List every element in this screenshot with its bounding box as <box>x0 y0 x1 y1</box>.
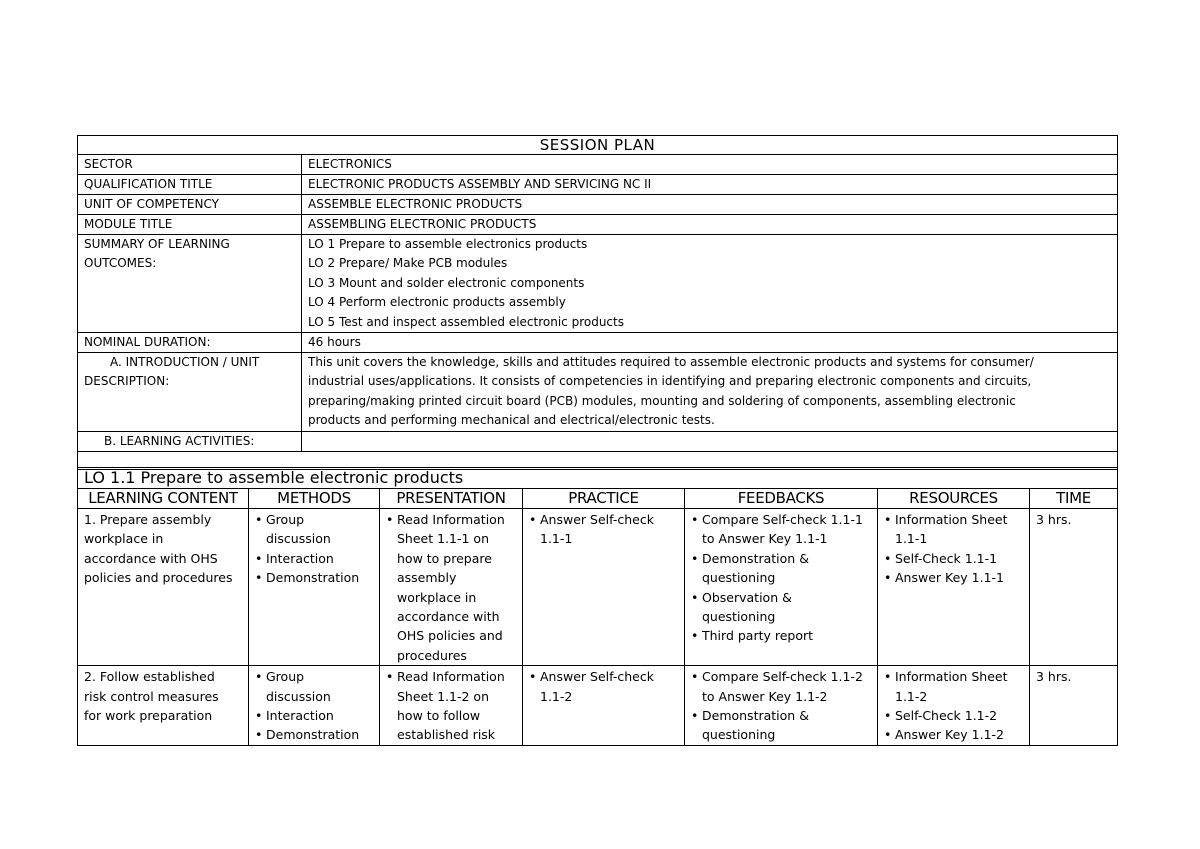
session-plan-title: SESSION PLAN <box>78 136 1118 155</box>
bullet-line: how to prepare <box>397 550 492 566</box>
bullet-line: • Information Sheet <box>895 669 1008 685</box>
bullet-line: • Group <box>266 512 305 527</box>
column-header: PRACTICE <box>523 489 685 509</box>
bullet-line: questioning <box>702 570 776 586</box>
bullet-line: • Demonstration <box>266 570 360 586</box>
bullet-line: • Answer Key 1.1-1 <box>895 570 1004 586</box>
bullet-line: established risk <box>397 727 496 743</box>
bullet-item <box>884 667 1023 706</box>
bullet-line: • Answer Self-check <box>540 669 654 685</box>
column-header: LEARNING CONTENT <box>78 489 249 509</box>
bullet-line: 1.1-2 <box>895 688 928 704</box>
bullet-item <box>386 510 516 665</box>
bullet-line: OHS policies and <box>397 628 503 644</box>
lo-body <box>78 509 1118 746</box>
module-value: ASSEMBLING ELECTRONIC PRODUCTS <box>302 215 1118 235</box>
intro-label-line: DESCRIPTION: <box>84 374 170 389</box>
qualification-value: ELECTRONIC PRODUCTS ASSEMBLY AND SERVICING NC II <box>302 175 1118 195</box>
presentation-cell-list <box>386 510 516 665</box>
bullet-line: • Group <box>266 669 305 685</box>
bullet-item <box>255 568 373 587</box>
bullet-line: discussion <box>266 688 331 704</box>
column-header-row <box>78 489 1118 509</box>
module-label: MODULE TITLE <box>78 215 302 235</box>
bullet-item <box>884 706 1023 725</box>
intro-line: preparing/making printed circuit board (PCB) modules, mounting and soldering of components, assembling electronic <box>308 393 1016 408</box>
bullet-line: • Read Information <box>397 512 505 527</box>
bullet-line: to Answer Key 1.1-1 <box>702 531 828 547</box>
bullet-item <box>255 725 373 744</box>
methods-cell <box>249 666 380 746</box>
column-header: METHODS <box>249 489 380 509</box>
qualification-row <box>78 175 1118 195</box>
bullet-item <box>884 568 1023 587</box>
practice-cell-list <box>529 510 678 549</box>
summary-label-line: OUTCOMES: <box>84 256 157 271</box>
bullet-item <box>691 510 871 549</box>
bullet-line: procedures <box>397 647 467 663</box>
bullet-line: accordance with <box>397 609 500 625</box>
module-row <box>78 215 1118 235</box>
outcomes-list <box>302 235 1118 333</box>
sector-label: SECTOR <box>78 155 302 175</box>
bullet-line: • Observation & <box>702 589 792 605</box>
presentation-cell <box>380 666 523 746</box>
feedbacks-cell <box>685 509 878 666</box>
bullet-line: • Compare Self-check 1.1-2 <box>702 669 863 685</box>
intro-line: industrial uses/applications. It consists of competencies in identifying and preparing electronic components and circuits, <box>308 374 1032 389</box>
bullet-item <box>884 725 1023 744</box>
learning-content-cell-line: accordance with OHS <box>84 550 218 566</box>
bullet-line: Sheet 1.1-1 on <box>397 531 489 547</box>
column-header: TIME <box>1030 489 1118 509</box>
intro-line: products and performing mechanical and electrical/electronic tests. <box>308 413 715 428</box>
bullet-line: • Self-Check 1.1-2 <box>895 708 998 724</box>
bullet-line: • Answer Self-check <box>540 512 654 527</box>
learning-content-cell-line: policies and procedures <box>84 570 233 586</box>
competency-value: ASSEMBLE ELECTRONIC PRODUCTS <box>302 195 1118 215</box>
bullet-line: • Interaction <box>266 550 334 566</box>
bullet-line: assembly <box>397 570 457 586</box>
learning-content-cell-line: workplace in <box>84 531 164 547</box>
sector-value: ELECTRONICS <box>302 155 1118 175</box>
bullet-line: questioning <box>702 727 776 743</box>
bullet-line: • Read Information <box>397 669 505 685</box>
activities-label: B. LEARNING ACTIVITIES: <box>78 431 302 451</box>
bullet-line: • Interaction <box>266 708 334 724</box>
bullet-item <box>255 706 373 725</box>
column-header: FEEDBACKS <box>685 489 878 509</box>
bullet-item <box>529 510 678 549</box>
outcome-item: LO 4 Perform electronic products assembly <box>308 295 566 310</box>
bullet-item <box>691 626 871 645</box>
bullet-line: • Demonstration & <box>702 708 809 724</box>
bullet-item <box>255 667 373 706</box>
feedbacks-cell-list <box>691 510 871 646</box>
outcome-item: LO 5 Test and inspect assembled electronic products <box>308 314 624 329</box>
bullet-line: how to follow <box>397 708 481 724</box>
bullet-line: • Demonstration <box>266 727 360 743</box>
methods-cell <box>249 509 380 666</box>
bullet-line: discussion <box>266 531 331 547</box>
presentation-cell-list <box>386 667 516 745</box>
activity-row <box>78 509 1118 666</box>
bullet-line: • Self-Check 1.1-1 <box>895 550 998 566</box>
activity-row <box>78 666 1118 746</box>
bullet-item <box>691 588 871 627</box>
intro-line: This unit covers the knowledge, skills and attitudes required to assemble electronic products and systems for consumer/ <box>308 355 1034 370</box>
bullet-item <box>691 706 871 745</box>
activities-row <box>78 431 1118 451</box>
intro-row <box>78 353 1118 432</box>
practice-cell <box>523 666 685 746</box>
bullet-item <box>691 667 871 706</box>
feedbacks-cell-list <box>691 667 871 745</box>
lo-title: LO 1.1 Prepare to assemble electronic products <box>78 468 1118 489</box>
intro-label <box>78 353 302 432</box>
bullet-line: workplace in <box>397 589 477 605</box>
sector-row <box>78 155 1118 175</box>
activities-value <box>302 431 1118 451</box>
bullet-line: • Third party report <box>702 628 814 644</box>
bullet-line: • Information Sheet <box>895 512 1008 527</box>
bullet-item <box>529 667 678 706</box>
practice-cell-list <box>529 667 678 706</box>
time-cell: 3 hrs. <box>1030 666 1118 746</box>
competency-label: UNIT OF COMPETENCY <box>78 195 302 215</box>
nominal-value: 46 hours <box>302 333 1118 353</box>
summary-label <box>78 235 302 333</box>
summary-label-line: SUMMARY OF LEARNING <box>84 237 230 251</box>
column-header: RESOURCES <box>878 489 1030 509</box>
resources-cell <box>878 509 1030 666</box>
learning-outcome-table <box>77 467 1118 746</box>
nominal-label: NOMINAL DURATION: <box>78 333 302 353</box>
learning-content-cell-line: risk control measures <box>84 688 219 704</box>
bullet-item <box>884 549 1023 568</box>
nominal-row <box>78 333 1118 353</box>
bullet-line: to Answer Key 1.1-2 <box>702 688 828 704</box>
presentation-cell <box>380 509 523 666</box>
outcome-item: LO 1 Prepare to assemble electronics products <box>308 237 588 251</box>
learning-content-cell-line: for work preparation <box>84 708 213 724</box>
outcome-item: LO 2 Prepare/ Make PCB modules <box>308 256 508 271</box>
bullet-line: Sheet 1.1-2 on <box>397 688 489 704</box>
bullet-item <box>691 549 871 588</box>
methods-cell-list <box>255 510 373 588</box>
bullet-line: 1.1-2 <box>540 688 573 704</box>
bullet-line: • Compare Self-check 1.1-1 <box>702 512 863 527</box>
practice-cell <box>523 509 685 666</box>
qualification-label: QUALIFICATION TITLE <box>78 175 302 195</box>
intro-description <box>302 353 1118 432</box>
session-plan-header-table <box>77 135 1118 470</box>
resources-cell <box>878 666 1030 746</box>
bullet-line: questioning <box>702 609 776 625</box>
intro-label-line: A. INTRODUCTION / UNIT <box>110 355 260 370</box>
methods-cell-list <box>255 667 373 745</box>
bullet-item <box>386 667 516 745</box>
bullet-line: • Demonstration & <box>702 550 809 566</box>
column-header: PRESENTATION <box>380 489 523 509</box>
learning-content-cell-line: 2. Follow established <box>84 669 215 685</box>
summary-row <box>78 235 1118 333</box>
learning-content-cell <box>78 666 249 746</box>
time-cell: 3 hrs. <box>1030 509 1118 666</box>
learning-content-cell <box>78 509 249 666</box>
competency-row <box>78 195 1118 215</box>
bullet-line: • Answer Key 1.1-2 <box>895 727 1004 743</box>
bullet-item <box>884 510 1023 549</box>
resources-cell-list <box>884 510 1023 588</box>
bullet-line: 1.1-1 <box>540 531 573 547</box>
feedbacks-cell <box>685 666 878 746</box>
bullet-item <box>255 510 373 549</box>
bullet-line: 1.1-1 <box>895 531 928 547</box>
resources-cell-list <box>884 667 1023 745</box>
bullet-item <box>255 549 373 568</box>
learning-content-cell-line: 1. Prepare assembly <box>84 512 212 527</box>
outcome-item: LO 3 Mount and solder electronic components <box>308 275 585 290</box>
